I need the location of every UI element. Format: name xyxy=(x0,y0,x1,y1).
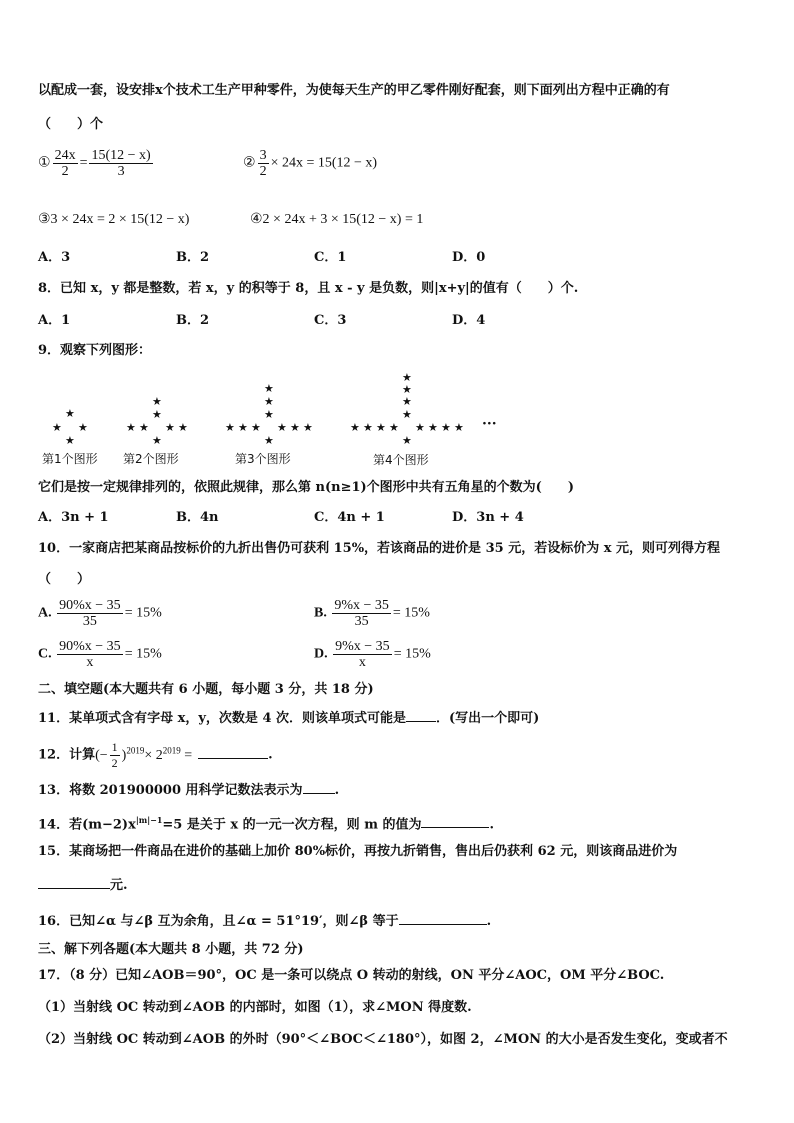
q7-option-d: D．0 xyxy=(452,250,486,265)
star-icon: ★ xyxy=(152,408,162,421)
answer-blank[interactable] xyxy=(38,874,110,889)
star-icon: ★ xyxy=(152,434,162,447)
q10-option-d: D. $\frac{9\%x - 35}{x}$ = 15% xyxy=(314,639,431,670)
answer-blank[interactable] xyxy=(303,779,335,794)
star-icon: ★ xyxy=(225,421,235,434)
figure-4-label: 第4个图形 xyxy=(373,453,429,467)
q8-option-d: D．4 xyxy=(452,313,486,328)
q7-equation-2: ② $\frac{3}{2}$ × 24x = 15(12 − x) xyxy=(243,148,378,179)
star-icon: ★ xyxy=(251,421,261,434)
star-icon: ★ xyxy=(454,421,464,434)
q15-line1: 15．某商场把一件商品在进价的基础上加价 80%标价，再按九折销售，售出后仍获利 62 元，则该商品进价为 xyxy=(38,844,678,859)
q9-option-d: D．3n + 4 xyxy=(452,510,524,525)
star-icon: ★ xyxy=(178,421,188,434)
q9-question: 它们是按一定规律排列的，依照此规律，那么第 n(n≥1)个图形中共有五角星的个数为( ) xyxy=(38,480,574,495)
q7-option-a: A．3 xyxy=(38,250,71,265)
star-icon: ★ xyxy=(402,395,412,408)
star-icon: ★ xyxy=(65,434,75,447)
answer-blank[interactable] xyxy=(399,910,487,925)
q7-line2: （ ）个 xyxy=(38,117,104,132)
q7-equation-3: ③3 × 24x = 2 × 15(12 − x) xyxy=(38,212,190,227)
figure-3-label: 第3个图形 xyxy=(235,452,291,466)
star-icon: ★ xyxy=(350,421,360,434)
answer-blank[interactable] xyxy=(198,744,268,759)
q10-option-c: C. $\frac{90\%x - 35}{x}$ = 15% xyxy=(38,639,162,670)
q8-option-a: A．1 xyxy=(38,313,71,328)
star-icon: ★ xyxy=(264,382,274,395)
q7-option-b: B．2 xyxy=(176,250,210,265)
star-icon: ★ xyxy=(441,421,451,434)
q10-option-b: B. $\frac{9\%x - 35}{35}$ = 15% xyxy=(314,598,430,629)
q7-equation-1: ① $\frac{24x}{2}$ = $\frac{15(12 - x)}{3}$ xyxy=(38,148,151,179)
q12: 12．计算(− $\frac{1}{2}$ )$^{2019}\times 2^{2019}$ = . xyxy=(38,740,273,770)
q13: 13．将数 201900000 用科学记数法表示为 . xyxy=(38,779,339,800)
q7-equation-4: ④2 × 24x + 3 × 15(12 − x) = 1 xyxy=(250,212,424,227)
q7-line1: 以配成一套，设安排x个技术工生产甲种零件，为使每天生产的甲乙零件刚好配套，则下面列出方程中正确的有 xyxy=(38,83,670,98)
star-icon: ★ xyxy=(389,421,399,434)
q14: 14．若$(m-2)x^{|m|-1}=5$ 是关于 x 的一元一次方程，则 m 的值为 . xyxy=(38,815,495,833)
star-icon: ★ xyxy=(52,421,62,434)
q9-option-a: A．3n + 1 xyxy=(38,510,109,525)
star-pattern-figures xyxy=(38,372,500,468)
section-2-heading: 二、填空题(本大题共有 6 小题，每小题 3 分，共 18 分) xyxy=(38,682,374,697)
star-icon: ★ xyxy=(363,421,373,434)
ellipsis: ··· xyxy=(482,416,497,432)
q9-title: 9．观察下列图形： xyxy=(38,343,152,358)
star-icon: ★ xyxy=(152,395,162,408)
star-icon: ★ xyxy=(402,371,412,384)
star-icon: ★ xyxy=(78,421,88,434)
star-icon: ★ xyxy=(65,407,75,420)
q10-option-a: A. $\frac{90\%x - 35}{35}$ = 15% xyxy=(38,598,162,629)
q8-text: 8．已知 x，y 都是整数，若 x，y 的积等于 8，且 x - y 是负数，则|x+y|的值有（ ）个. xyxy=(38,281,579,296)
star-icon: ★ xyxy=(277,421,287,434)
star-icon: ★ xyxy=(415,421,425,434)
q10-line2: （ ） xyxy=(38,572,91,587)
section-3-heading: 三、解下列各题(本大题共 8 小题，共 72 分) xyxy=(38,942,304,957)
star-icon: ★ xyxy=(139,421,149,434)
figure-2-label: 第2个图形 xyxy=(123,452,179,466)
q17-line2: （1）当射线 OC 转动到∠AOB 的内部时，如图（1），求∠MON 得度数. xyxy=(38,1000,472,1015)
star-icon: ★ xyxy=(165,421,175,434)
q10-line1: 10．一家商店把某商品按标价的九折出售仍可获利 15%，若该商品的进价是 35 元，若设标价为 x 元，则可列得方程 xyxy=(38,541,721,556)
answer-blank[interactable] xyxy=(421,813,489,828)
star-icon: ★ xyxy=(303,421,313,434)
q17-line1: 17．（8 分）已知∠AOB＝90°，OC 是一条可以绕点 O 转动的射线，ON 平分∠AOC，OM 平分∠BOC. xyxy=(38,968,665,983)
answer-blank[interactable] xyxy=(406,707,436,722)
star-icon: ★ xyxy=(126,421,136,434)
q9-option-b: B．4n xyxy=(176,510,219,525)
q15-line2: 元. xyxy=(38,874,128,895)
star-icon: ★ xyxy=(402,408,412,421)
star-icon: ★ xyxy=(376,421,386,434)
star-icon: ★ xyxy=(264,395,274,408)
star-icon: ★ xyxy=(428,421,438,434)
q11: 11．某单项式含有字母 x，y，次数是 4 次．则该单项式可能是 ．(写出一个即可) xyxy=(38,707,539,728)
q7-option-c: C．1 xyxy=(314,250,347,265)
star-icon: ★ xyxy=(238,421,248,434)
star-icon: ★ xyxy=(402,434,412,447)
q9-option-c: C．4n + 1 xyxy=(314,510,385,525)
star-icon: ★ xyxy=(264,434,274,447)
q8-option-b: B．2 xyxy=(176,313,210,328)
q17-line3: （2）当射线 OC 转动到∠AOB 的外时（90°＜∠BOC＜∠180°），如图 2，∠MON 的大小是否发生变化，变或者不 xyxy=(38,1032,728,1047)
q16: 16．已知∠α 与∠β 互为余角，且∠α = 51°19′，则∠β 等于 . xyxy=(38,910,491,931)
q8-option-c: C．3 xyxy=(314,313,347,328)
star-icon: ★ xyxy=(290,421,300,434)
figure-1-label: 第1个图形 xyxy=(42,452,98,466)
star-icon: ★ xyxy=(264,408,274,421)
star-icon: ★ xyxy=(402,383,412,396)
